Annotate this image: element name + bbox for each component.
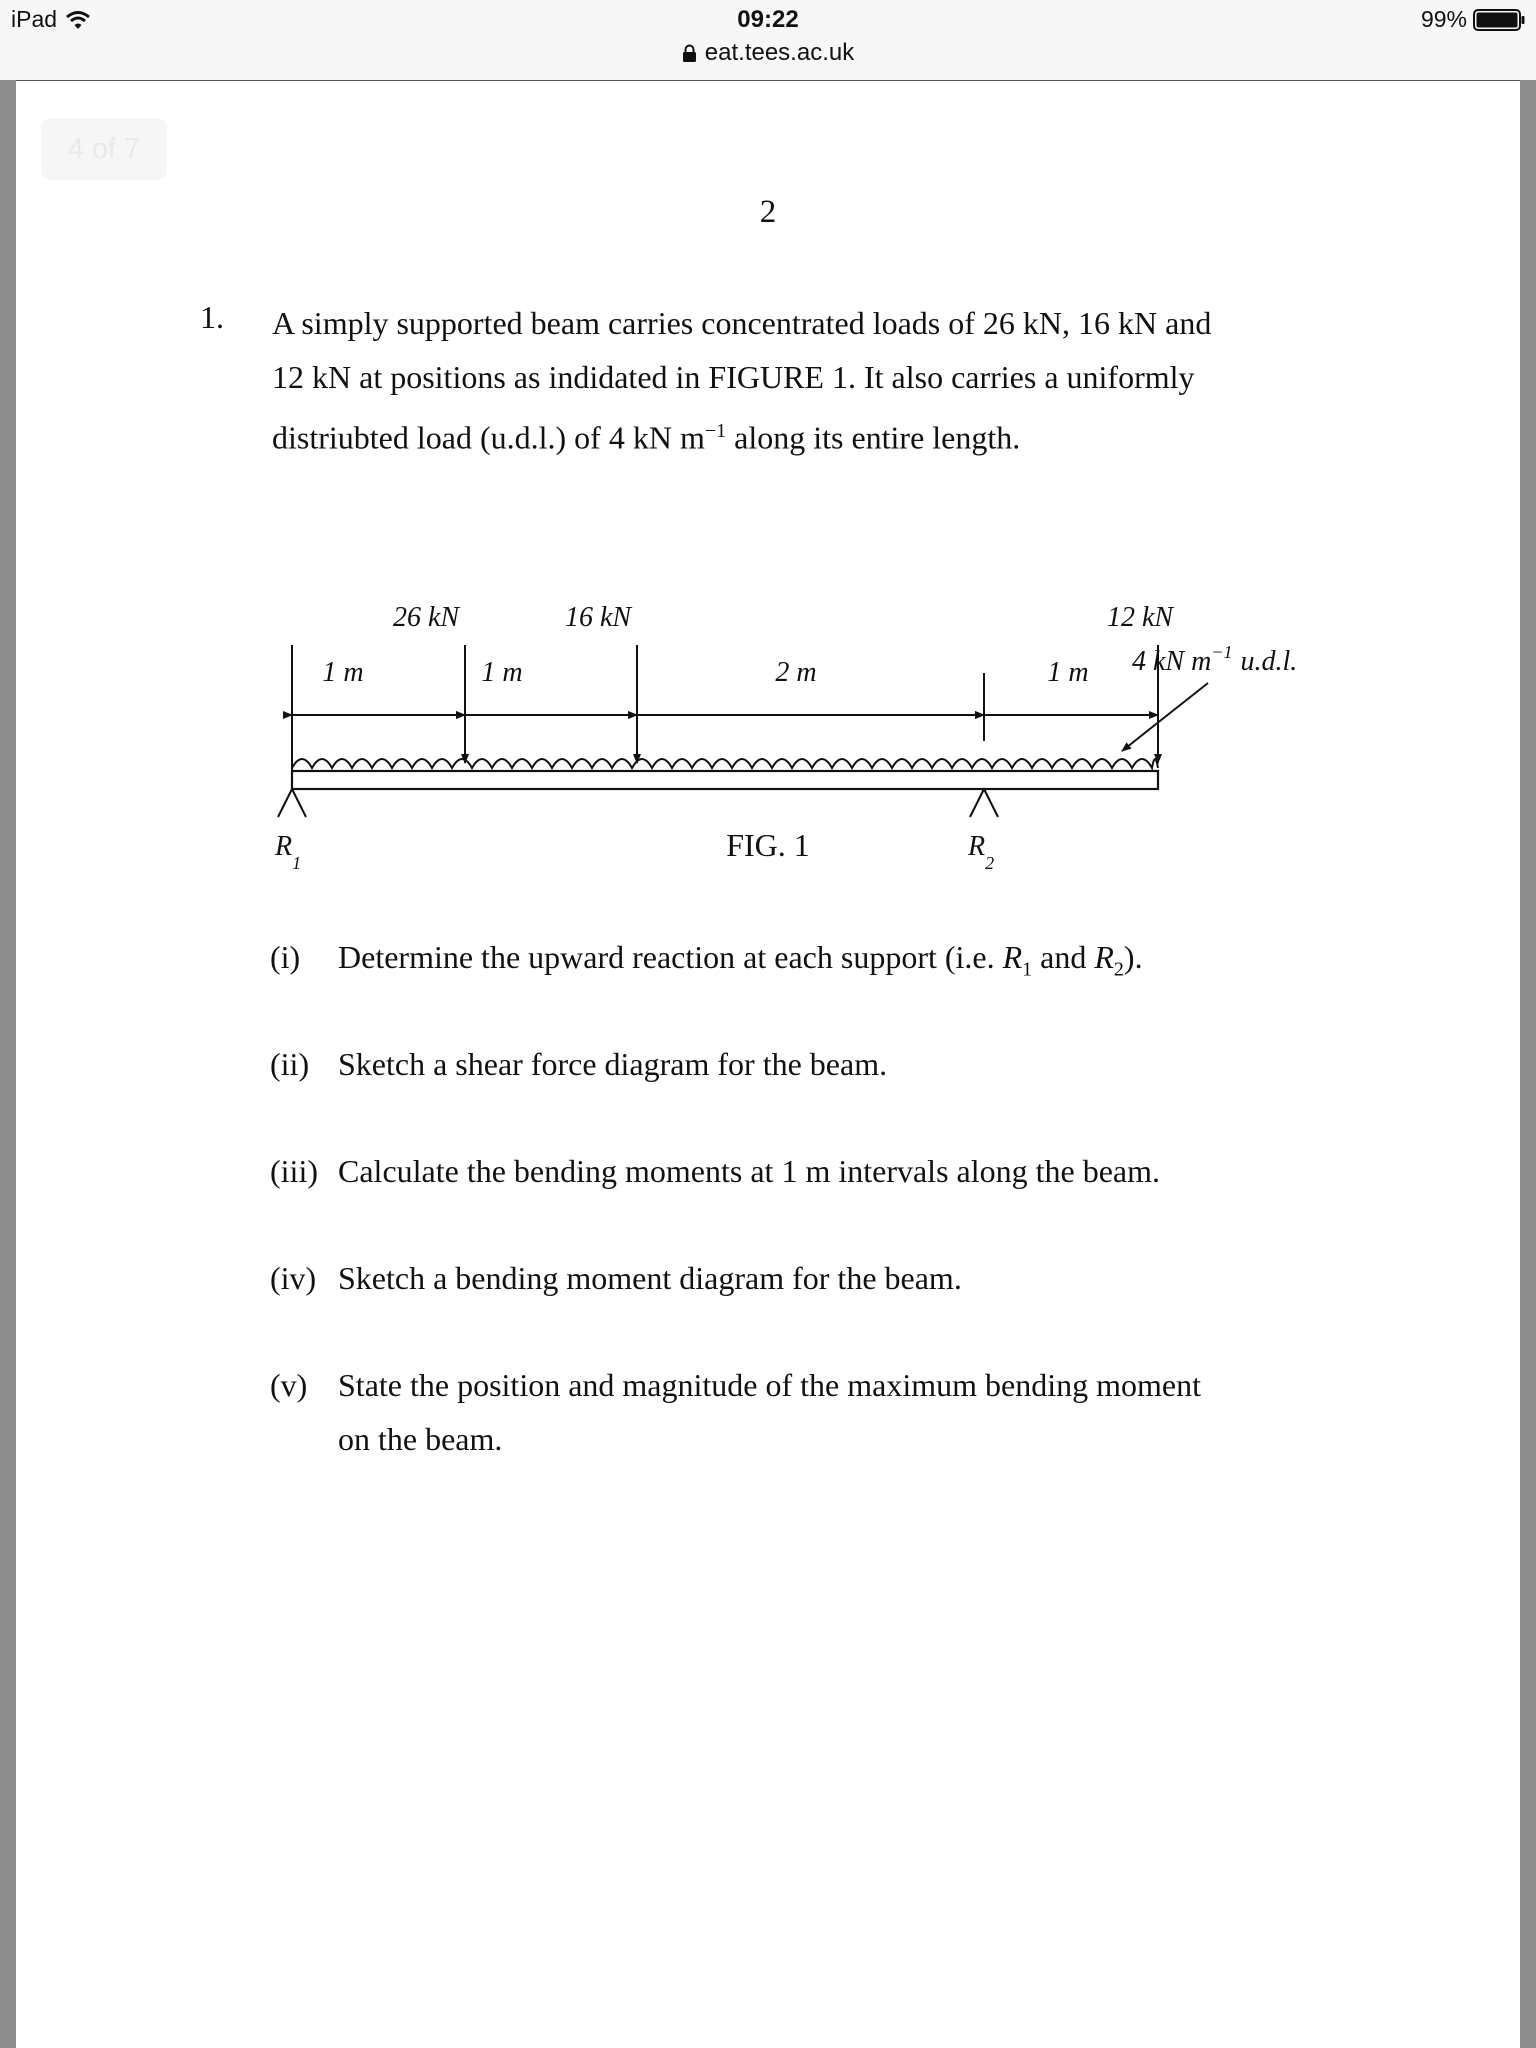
span-label-2: 1 m (481, 657, 523, 688)
subquestion-iv: (iv) Sketch a bending moment diagram for the beam. (270, 1260, 962, 1296)
battery-percent: 99% (1420, 6, 1467, 32)
url-text[interactable]: eat.tees.ac.uk (704, 39, 855, 66)
load-label-16kn: 16 kN (564, 602, 632, 633)
status-bar (0, 0, 1536, 80)
reaction-label-r2: $R_2$ (968, 831, 995, 873)
battery-indicator (1421, 6, 1525, 33)
question-line-1: A simply supported beam carries concentrated loads of 26 kN, 16 kN and (272, 305, 1212, 341)
document-page[interactable] (16, 80, 1520, 2048)
span-label-3: 2 m (775, 657, 817, 688)
subquestion-i: (i) Determine the upward reaction at each support (i.e. $R_1$ and $R_2$). (270, 939, 1143, 981)
address-bar[interactable] (0, 39, 1536, 67)
question-number: 1. (200, 299, 224, 335)
span-label-4: 1 m (1047, 657, 1089, 688)
lock-icon (682, 44, 697, 63)
clock: 09:22 (737, 6, 799, 33)
subquestion-iii: (iii) Calculate the bending moments at 1 m intervals along the beam. (270, 1153, 1160, 1189)
reaction-label-r1: $R_1$ (275, 831, 302, 873)
question-line-3: distriubted load (u.d.l.) of 4 kN $m^{-1}$ along its entire length. (272, 419, 1021, 456)
udl-label: 4 kN $m^{-1}$ u.d.l. (1132, 642, 1298, 677)
subquestion-ii: (ii) Sketch a shear force diagram for the beam. (270, 1046, 888, 1082)
subquestion-v: (v) State the position and magnitude of the maximum bending moment on the beam. (270, 1367, 1201, 1457)
question-line-2: 12 kN at positions as indidated in FIGURE 1. It also carries a uniformly (272, 359, 1195, 395)
figure-caption: FIG. 1 (726, 827, 810, 863)
load-label-26kn: 26 kN (392, 602, 460, 633)
load-label-12kn: 12 kN (1106, 602, 1174, 633)
page-indicator: 4 of 7 (41, 118, 167, 180)
question-text (272, 296, 1340, 465)
span-label-1: 1 m (322, 657, 364, 688)
battery-icon (1473, 9, 1525, 31)
device-label: iPad (11, 6, 58, 32)
page-number: 2 (759, 194, 777, 230)
udl-wave (292, 759, 1158, 768)
